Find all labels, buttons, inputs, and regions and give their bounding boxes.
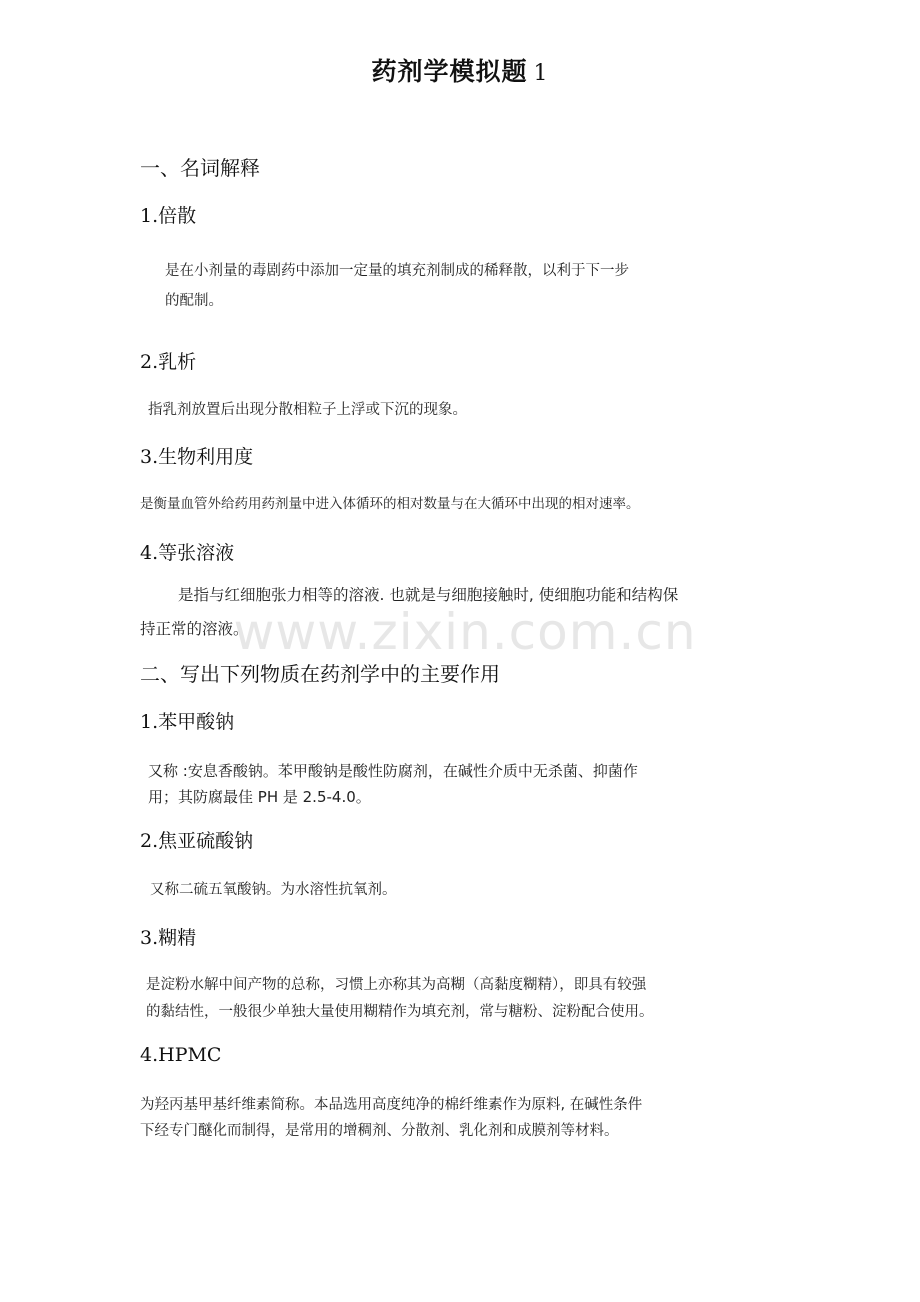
definition-line: 的黏结性，一般很少单独大量使用糊精作为填充剂，常与糖粉、淀粉配合使用。 (146, 1004, 654, 1020)
term-title-beisan: 1.倍散 (140, 205, 197, 227)
term-title-isotonic: 4.等张溶液 (140, 542, 235, 564)
watermark: www.zixin.com.cn (233, 603, 697, 661)
definition-line: 下经专门醚化而制得，是常用的增稠剂、分散剂、乳化剂和成膜剂等材料。 (140, 1123, 619, 1139)
title-text: 药剂学模拟题 (371, 57, 528, 86)
definition-line: 是淀粉水解中间产物的总称，习惯上亦称其为高糊（高黏度糊精），即具有较强 (146, 977, 647, 993)
definition-line: 持正常的溶液。 (140, 620, 249, 638)
section-heading-functions: 二、写出下列物质在药剂学中的主要作用 (140, 662, 500, 686)
term-definition-bioavailability (140, 489, 640, 519)
term-title-ruxi: 2.乳析 (140, 351, 197, 373)
definition-line: 是在小剂量的毒剧药中添加一定量的填充剂制成的稀释散，以利于下一步 (165, 263, 629, 279)
term-title-sodium-metabisulfite: 2.焦亚硫酸钠 (140, 830, 254, 852)
definition-line: 的配制。 (165, 293, 223, 309)
definition-line: 指乳剂放置后出现分散相粒子上浮或下沉的现象。 (148, 402, 467, 418)
definition-line: 又称二硫五氧酸钠。为水溶性抗氧剂。 (150, 882, 397, 898)
term-definition-ruxi (148, 395, 467, 425)
document-title (0, 52, 920, 88)
term-title-hpmc: 4.HPMC (140, 1044, 222, 1066)
definition-line: 是衡量血管外给药用药剂量中进入体循环的相对数量与在大循环中出现的相对速率。 (140, 496, 640, 512)
term-title-dextrin: 3.糊精 (140, 927, 197, 949)
term-title-sodium-benzoate: 1.苯甲酸钠 (140, 711, 235, 733)
term-definition-beisan (165, 256, 629, 316)
term-definition-isotonic (140, 578, 678, 646)
definition-line: 用；其防腐最佳 PH 是 2.5-4.0。 (148, 788, 371, 806)
definition-line: 为羟丙基甲基纤维素简称。本品选用高度纯净的棉纤维素作为原料, 在碱性条件 (140, 1097, 643, 1113)
term-definition-hpmc (140, 1092, 642, 1144)
term-definition-dextrin (146, 972, 654, 1026)
term-definition-sodium-benzoate (148, 758, 638, 810)
title-number: 1 (533, 61, 549, 86)
term-title-bioavailability: 3.生物利用度 (140, 446, 254, 468)
term-definition-sodium-metabisulfite (150, 875, 397, 905)
definition-line: 又称 :安息香酸钠。苯甲酸钠是酸性防腐剂，在碱性介质中无杀菌、抑菌作 (148, 762, 638, 780)
section-heading-terms: 一、名词解释 (140, 156, 260, 180)
definition-line: 是指与红细胞张力相等的溶液. 也就是与细胞接触时, 使细胞功能和结构保 (178, 586, 679, 604)
